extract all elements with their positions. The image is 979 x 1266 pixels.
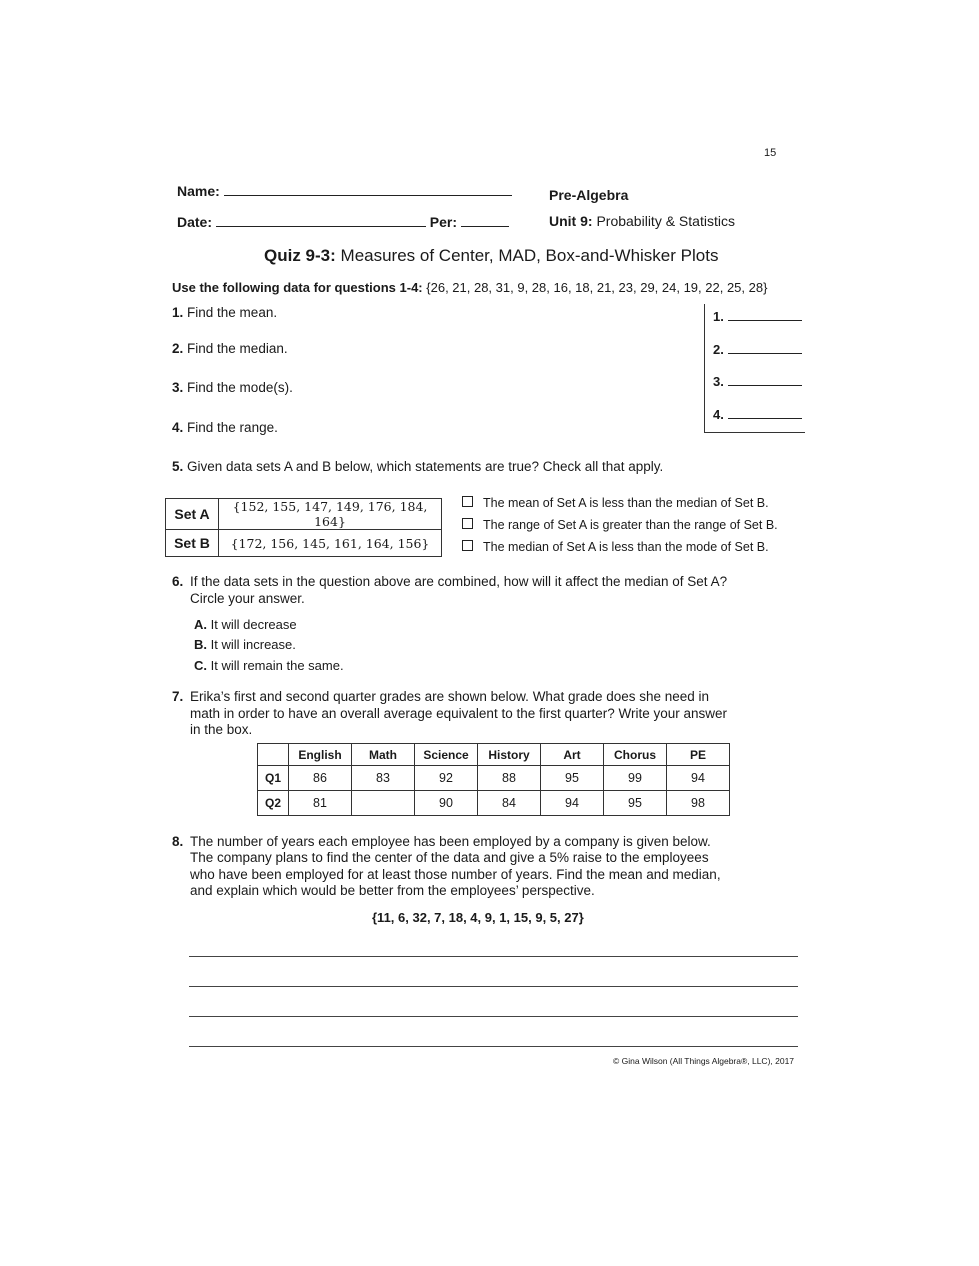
question-text: Find the mode(s). bbox=[187, 380, 293, 395]
option-text: The median of Set A is less than the mode of Set B. bbox=[483, 540, 769, 554]
choice-c[interactable] bbox=[194, 658, 344, 673]
table-row bbox=[166, 530, 442, 557]
question-number: 3. bbox=[172, 380, 184, 395]
table-cell: 86 bbox=[289, 766, 352, 791]
quiz-title: Measures of Center, MAD, Box-and-Whisker Plots bbox=[340, 246, 719, 265]
question-3 bbox=[172, 380, 293, 395]
per-blank[interactable] bbox=[461, 214, 509, 227]
question-number: 2. bbox=[172, 341, 184, 356]
answer-blank[interactable] bbox=[728, 375, 802, 386]
question-8-line-1: The number of years each employee has been employed by a company is given below. bbox=[190, 834, 711, 849]
question-8-line-3: who have been employed for at least those number of years. Find the mean and median, bbox=[190, 867, 721, 882]
intro-data: {26, 21, 28, 31, 9, 28, 16, 18, 21, 23, 29, 24, 19, 22, 25, 28} bbox=[426, 280, 768, 295]
checkbox-option-3[interactable] bbox=[462, 540, 769, 554]
question-text: Find the mean. bbox=[187, 305, 278, 320]
table-row bbox=[166, 499, 442, 530]
column-header: Chorus bbox=[604, 744, 667, 766]
checkbox-icon[interactable] bbox=[462, 518, 473, 529]
question-text: Find the median. bbox=[187, 341, 288, 356]
answer-label: 2. bbox=[713, 342, 724, 357]
date-field[interactable] bbox=[177, 214, 509, 230]
data-intro bbox=[172, 280, 767, 295]
question-7-line-3: in the box. bbox=[190, 722, 253, 737]
math-answer-box[interactable] bbox=[352, 791, 415, 816]
answer-line[interactable] bbox=[189, 1046, 798, 1047]
choice-letter: C. bbox=[194, 658, 207, 673]
question-6-line-2: Circle your answer. bbox=[190, 591, 305, 606]
question-2 bbox=[172, 341, 288, 356]
column-header: PE bbox=[667, 744, 730, 766]
grades-table bbox=[257, 743, 730, 816]
table-row bbox=[258, 766, 730, 791]
choice-a[interactable] bbox=[194, 617, 297, 632]
column-header: Math bbox=[352, 744, 415, 766]
question-7-line-2: math in order to have an overall average equivalent to the first quarter? Write your answer bbox=[190, 706, 728, 721]
table-cell: 88 bbox=[478, 766, 541, 791]
answer-blank[interactable] bbox=[728, 408, 802, 419]
choice-letter: A. bbox=[194, 617, 207, 632]
set-label: Set A bbox=[166, 499, 219, 530]
table-cell: 95 bbox=[604, 791, 667, 816]
column-header: Science bbox=[415, 744, 478, 766]
answer-slot-2[interactable] bbox=[713, 342, 802, 357]
answer-slot-1[interactable] bbox=[713, 309, 802, 324]
question-text: Find the range. bbox=[187, 420, 278, 435]
unit-label: Unit 9: bbox=[549, 213, 593, 229]
answer-label: 4. bbox=[713, 407, 724, 422]
question-5 bbox=[172, 459, 663, 474]
name-field[interactable] bbox=[177, 183, 512, 199]
row-label: Q1 bbox=[258, 766, 289, 791]
unit-title: Probability & Statistics bbox=[596, 213, 735, 229]
question-7-line-1: Erika’s first and second quarter grades are shown below. What grade does she need in bbox=[190, 689, 710, 704]
table-cell: 92 bbox=[415, 766, 478, 791]
table-cell: 83 bbox=[352, 766, 415, 791]
answer-line[interactable] bbox=[189, 1016, 798, 1017]
table-cell: 98 bbox=[667, 791, 730, 816]
choice-text: It will remain the same. bbox=[210, 658, 344, 673]
row-label: Q2 bbox=[258, 791, 289, 816]
date-blank[interactable] bbox=[216, 214, 426, 227]
question-number: 8. bbox=[172, 834, 184, 849]
column-header: History bbox=[478, 744, 541, 766]
answer-line[interactable] bbox=[189, 986, 798, 987]
table-cell: 99 bbox=[604, 766, 667, 791]
set-values: {172, 156, 145, 161, 164, 156} bbox=[219, 530, 442, 557]
name-blank[interactable] bbox=[224, 183, 512, 196]
table-cell: 81 bbox=[289, 791, 352, 816]
table-row bbox=[258, 791, 730, 816]
quiz-number: Quiz 9-3: bbox=[264, 246, 336, 265]
question-8-line-4: and explain which would be better from the employees’ perspective. bbox=[190, 883, 595, 898]
option-text: The mean of Set A is less than the median of Set B. bbox=[483, 496, 769, 510]
question-6-line-1: If the data sets in the question above are combined, how will it affect the median of Set A? bbox=[190, 574, 728, 589]
answer-blank[interactable] bbox=[728, 343, 802, 354]
question-number: 4. bbox=[172, 420, 184, 435]
unit-heading bbox=[549, 213, 735, 229]
checkbox-option-1[interactable] bbox=[462, 496, 769, 510]
choice-letter: B. bbox=[194, 637, 207, 652]
table-header-row bbox=[258, 744, 730, 766]
column-header: Art bbox=[541, 744, 604, 766]
option-text: The range of Set A is greater than the range of Set B. bbox=[483, 518, 778, 532]
choice-text: It will increase. bbox=[210, 637, 296, 652]
table-cell: 90 bbox=[415, 791, 478, 816]
table-cell: 94 bbox=[667, 766, 730, 791]
answer-label: 1. bbox=[713, 309, 724, 324]
copyright-footer: © Gina Wilson (All Things Algebra®, LLC), 2017 bbox=[613, 1056, 795, 1066]
corner-cell bbox=[258, 744, 289, 766]
table-cell: 94 bbox=[541, 791, 604, 816]
table-cell: 84 bbox=[478, 791, 541, 816]
checkbox-icon[interactable] bbox=[462, 496, 473, 507]
question-8-line-2: The company plans to find the center of the data and give a 5% raise to the employees bbox=[190, 850, 709, 865]
intro-label: Use the following data for questions 1-4: bbox=[172, 280, 423, 295]
data-sets-table bbox=[165, 498, 442, 557]
choice-b[interactable] bbox=[194, 637, 296, 652]
set-values: {152, 155, 147, 149, 176, 184, 164} bbox=[219, 499, 442, 530]
set-label: Set B bbox=[166, 530, 219, 557]
question-number: 5. bbox=[172, 459, 184, 474]
question-number: 1. bbox=[172, 305, 184, 320]
checkbox-option-2[interactable] bbox=[462, 518, 778, 532]
answer-slot-4[interactable] bbox=[713, 407, 802, 422]
table-cell: 95 bbox=[541, 766, 604, 791]
checkbox-icon[interactable] bbox=[462, 540, 473, 551]
answer-slot-3[interactable] bbox=[713, 374, 802, 389]
question-number: 6. bbox=[172, 574, 184, 589]
question-number: 7. bbox=[172, 689, 184, 704]
choice-text: It will decrease bbox=[210, 617, 297, 632]
question-text: Given data sets A and B below, which statements are true? Check all that apply. bbox=[187, 459, 664, 474]
answer-line[interactable] bbox=[189, 956, 798, 957]
question-8-data: {11, 6, 32, 7, 18, 4, 9, 1, 15, 9, 5, 27} bbox=[372, 910, 584, 925]
name-label: Name: bbox=[177, 183, 220, 199]
page-title bbox=[264, 246, 718, 266]
question-4 bbox=[172, 420, 278, 435]
column-header: English bbox=[289, 744, 352, 766]
course-name: Pre-Algebra bbox=[549, 187, 629, 203]
answer-box bbox=[704, 304, 805, 433]
answer-blank[interactable] bbox=[728, 310, 802, 321]
page-number: 15 bbox=[764, 147, 777, 159]
per-label: Per: bbox=[429, 214, 458, 230]
answer-label: 3. bbox=[713, 374, 724, 389]
date-label: Date: bbox=[177, 214, 213, 230]
question-1 bbox=[172, 305, 277, 320]
